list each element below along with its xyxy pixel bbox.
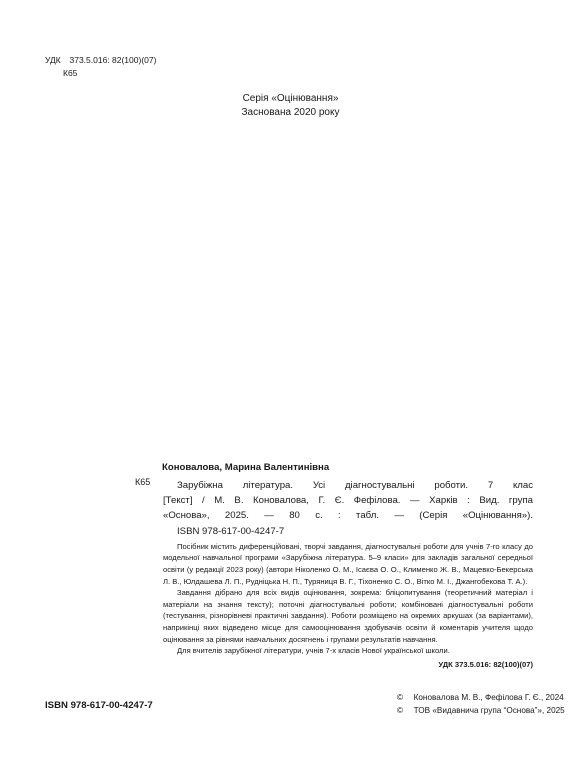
catalog-title-line: [Текст] / М. В. Коновалова, Г. Є. Фефілова. — Харків : Вид. група (163, 495, 533, 507)
catalog-udk-bottom: УДК 373.5.016: 82(100)(07) (438, 659, 533, 669)
copyright-symbol: © (397, 705, 404, 715)
copyright-line (397, 692, 565, 705)
catalog-title-block (163, 478, 533, 539)
catalog-title-line: «Основа», 2025. — 80 с. : табл. — (Серія «Оцінювання»). (163, 510, 533, 522)
copyright-line (397, 705, 565, 718)
annotation-paragraph: Для вчителів зарубіжної літератури, учнів 7-х класів Нової української школи. (177, 646, 450, 656)
series-founded: Заснована 2020 року (241, 106, 340, 118)
footer-isbn: ISBN 978-617-00-4247-7 (45, 700, 153, 711)
annotation-paragraph: Посібник містить диференційовані, творчі завдання, діагностувальні роботи для учнів 7-го класу до модельної навчальної програми «Зарубіжна література. 5–9 класи» для закладів загальної середньої освіти (у редакції 2023 року) (автори Ніколенко О. М., Ісаєва О. О., Клименко Ж. В., Мацевко-Бекерська Л. В., Юлдашева Л. П., Рудніцька Н. П., Туряниця В. Г., Тіхоненко С. О., Вітко М. І., Джангобекова Т. А.). (163, 541, 533, 586)
catalog-annotation (163, 541, 533, 657)
series-name: Серія «Оцінювання» (242, 93, 339, 104)
udk-code: 373.5.016: 82(100)(07) (69, 55, 157, 65)
copyright-text: Коновалова М. В., Фефілова Г. Є., 2024 (413, 693, 564, 702)
udk-block (45, 55, 245, 79)
copyright-text: ТОВ «Видавнича група “Основа”», 2025 (413, 705, 565, 715)
udk-author-mark: К65 (63, 68, 78, 78)
catalog-author-heading: Коновалова, Марина Валентинівна (162, 462, 330, 473)
series-block (0, 92, 581, 119)
catalog-side-mark: К65 (135, 477, 151, 487)
catalog-title-line: Зарубіжна література. Усі діагностувальні роботи. 7 клас (177, 480, 533, 491)
udk-label: УДК (45, 55, 61, 65)
catalog-isbn: ISBN 978-617-00-4247-7 (177, 525, 285, 537)
copyright-symbol: © (397, 693, 404, 702)
catalog-card (163, 462, 533, 671)
copyright-block (397, 692, 565, 717)
annotation-paragraph: Завдання дібрано для всіх видів оцінювання, зокрема: бліцопитування (теоретичний матеріал і матеріали на знання тексту); поточні діагностувальні роботи; комбіновані діагностувальні роботи (тестування, різнорівневі практичні завдання). Роботи розміщено на окремих аркушах (за варіантами), наприкінці яких відведено місце для самооцінювання здобувачів освіти й коментарів учителя щодо оцінювання за рівнями навчальних досягнень і групами результатів навчання. (163, 588, 533, 644)
